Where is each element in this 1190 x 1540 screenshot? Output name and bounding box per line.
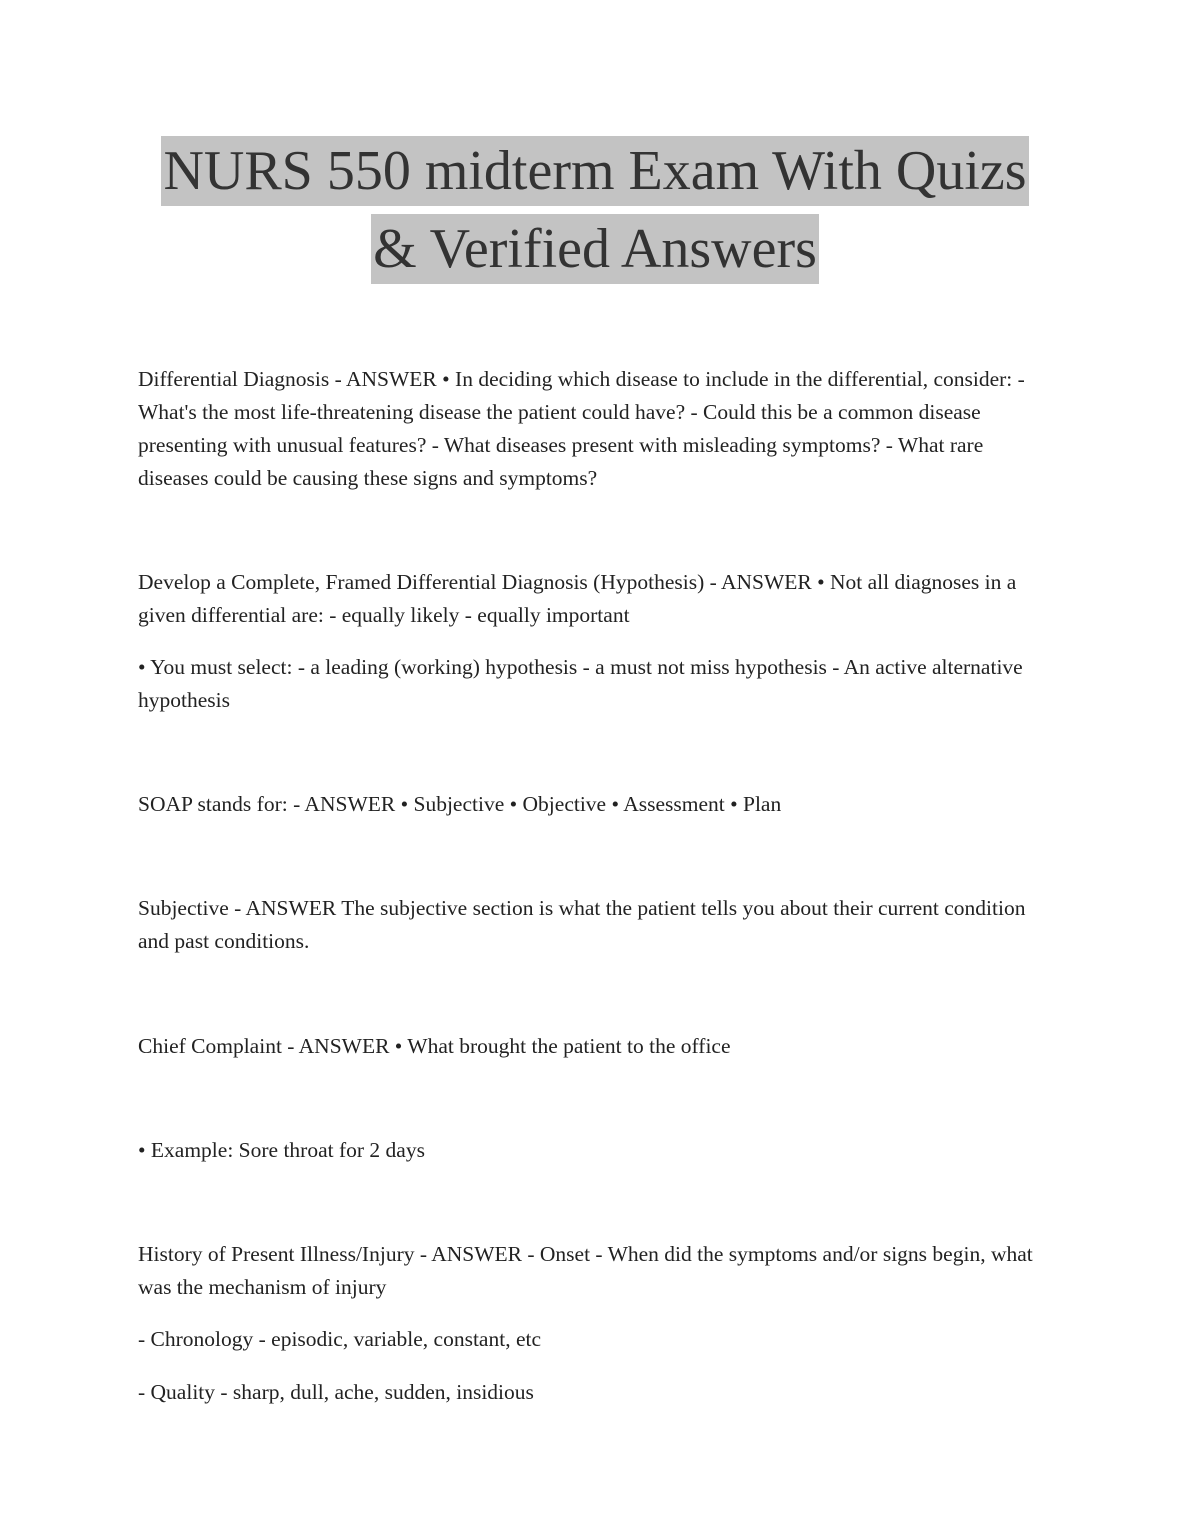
paragraph-subjective: Subjective - ANSWER The subjective section is what the patient tells you about their current condition and past conditions. — [138, 896, 1026, 953]
paragraph-soap: SOAP stands for: - ANSWER • Subjective • Objective • Assessment • Plan — [138, 792, 782, 816]
title-line-2: & Verified Answers — [371, 214, 819, 284]
paragraph-history-present-illness: History of Present Illness/Injury - ANSWER - Onset - When did the symptoms and/or signs begin, what was the mechanism of injury — [138, 1242, 1033, 1299]
paragraph-chronology: - Chronology - episodic, variable, constant, etc — [138, 1327, 542, 1351]
document-title — [138, 136, 1052, 284]
paragraph-quality: - Quality - sharp, dull, ache, sudden, insidious — [138, 1380, 534, 1404]
paragraph-must-select: • You must select: - a leading (working) hypothesis - a must not miss hypothesis - An active alternative hypothesis — [138, 655, 1023, 712]
title-line-1: NURS 550 midterm Exam With Quizs — [161, 136, 1028, 206]
paragraph-chief-complaint: Chief Complaint - ANSWER • What brought the patient to the office — [138, 1034, 731, 1058]
paragraph-framed-differential: Develop a Complete, Framed Differential Diagnosis (Hypothesis) - ANSWER • Not all diagnoses in a given differential are: - equally likely - equally important — [138, 570, 1017, 627]
paragraph-example: • Example: Sore throat for 2 days — [138, 1138, 425, 1162]
paragraph-differential-diagnosis: Differential Diagnosis - ANSWER • In deciding which disease to include in the differential, consider: - What's the most life-threatening disease the patient could have? - Could this be a common disease presenting with unusual features? - What diseases present with misleading symptoms? - What rare diseases could be causing these signs and symptoms? — [138, 367, 1025, 490]
